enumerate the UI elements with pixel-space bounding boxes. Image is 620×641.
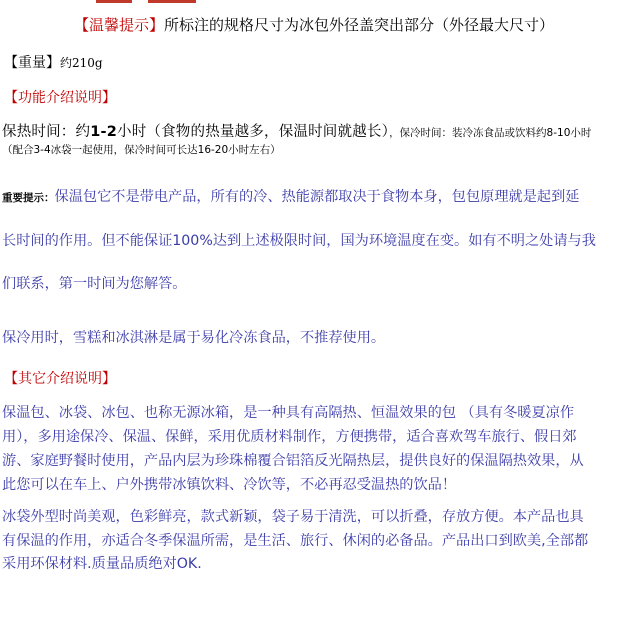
other-para1-line2: 用），多用途保冷、保温、保鲜，采用优质材料制作，方便携带，适合喜欢驾车旅行、假日郊: [2, 429, 577, 445]
other-para1-line1: 保温包、冰袋、冰包、也称无源冰箱，是一种具有高隔热、恒温效果的包 （具有冬暖夏凉作: [2, 405, 575, 421]
important-text-2: 长时间的作用。但不能保证100%达到上述极限时间，国为环境温度在变。如有不明之处请与我: [2, 233, 596, 249]
other-para2-line2: 有保温的作用，亦适合冬季保温所需，是生活、旅行、休闲的必备品。产品出口到欧美,全部都: [2, 533, 589, 549]
weight-label: 【重量】: [4, 55, 60, 71]
insulation-main-suffix: 小时（食物的热量越多，保温时间就越长）: [117, 124, 390, 140]
insulation-main-prefix: 保热时间：约: [2, 124, 91, 140]
insulation-note: （配合3-4冰袋一起使用，保冷时间可长达16-20小时左右）: [2, 144, 281, 156]
weight-line: [4, 52, 103, 72]
other-para2-line3: 采用环保材料.质量品质绝对OK.: [2, 556, 202, 572]
warm-tip-label: 【温馨提示】: [74, 16, 165, 34]
warm-tip-text: 所标注的规格尺寸为冰包外径盖突出部分（外径最大尺寸）: [164, 16, 555, 34]
section-other-title: 【其它介绍说明】: [4, 371, 116, 387]
other-para1-line3: 游、家庭野餐时使用，产品内层为珍珠棉覆合铝箔反光隔热层，提供良好的保温隔热效果，从: [2, 453, 584, 469]
cold-use-note: 保冷用时，雪糕和冰淇淋是属于易化冷冻食品，不推荐使用。: [2, 330, 386, 346]
weight-value: 约210g: [60, 56, 103, 70]
important-line-1: [2, 186, 579, 206]
warm-tip: [74, 14, 554, 35]
top-strip-right: [148, 0, 196, 3]
insulation-line: [2, 120, 591, 141]
other-para2-line1: 冰袋外型时尚美观，色彩鲜亮，款式新颖，袋子易于清洗，可以折叠，存放方便。本产品也具: [2, 509, 584, 525]
section-function-title: 【功能介绍说明】: [4, 90, 116, 106]
important-label: 重要提示：: [2, 192, 55, 204]
important-text-3: 们联系，第一时间为您解答。: [2, 276, 187, 292]
insulation-main-bold: 1-2: [90, 124, 117, 140]
other-para1-line4: 此您可以在车上、户外携带冰镇饮料、冷饮等，不必再忍受温热的饮品！: [2, 477, 457, 493]
top-strip-left: [96, 0, 132, 3]
cold-time-text: ，保冷时间：装冷冻食品或饮料约8-10小时: [389, 127, 592, 139]
important-text-1: 保温包它不是带电产品，所有的冷、热能源都取决于食物本身，包包原理就是起到延: [54, 189, 580, 205]
